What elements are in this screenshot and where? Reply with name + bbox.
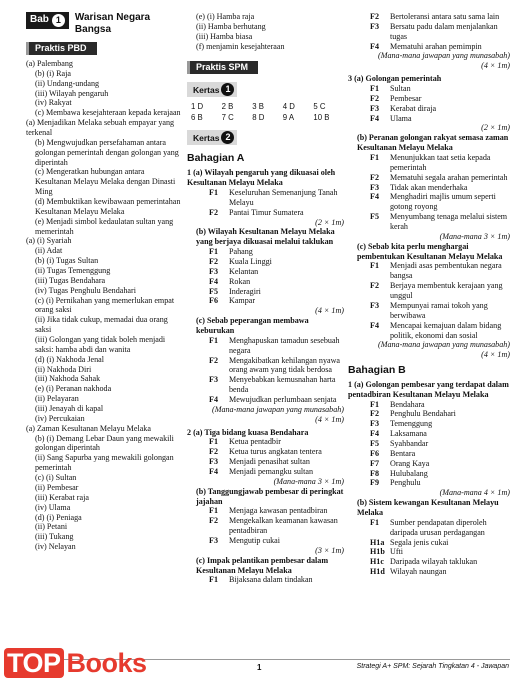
kertas-1-badge: Kertas 1	[187, 82, 237, 97]
answer-line: (ii) Petani	[35, 522, 68, 532]
point-row	[187, 536, 344, 546]
point-text: Menghadiri majlis umum seperti gotong royong	[390, 192, 496, 212]
point-text: Hulubalang	[390, 468, 428, 478]
marks: (Mana-mana 4 × 1m)	[439, 488, 510, 498]
answer-line: (a) (i) Syariah	[26, 236, 72, 246]
question-heading: (b) Wilayah Kesultanan Melayu Melaka yang berjaya dikuasai melalui taklukan	[196, 227, 335, 247]
answer-b-question-1	[348, 380, 510, 577]
point-row	[348, 12, 510, 22]
note: (Mana-mana jawapan yang munasabah)	[212, 404, 344, 414]
point-text: Mengekalkan keamanan kawasan pentadbiran	[229, 516, 338, 536]
point-row	[187, 467, 344, 477]
marks: (2 × 1m)	[481, 123, 510, 133]
answer-question-3	[348, 74, 510, 360]
answer-line: (iv) Rakyat	[35, 98, 72, 108]
answer-line: (e) (i) Hamba raja	[196, 12, 255, 21]
mcq-answer: 3 B	[252, 102, 264, 112]
point-text: Kuala Linggi	[229, 256, 272, 266]
answer-line: (b) (i) Raja	[35, 68, 71, 78]
answer-line: (ii) Pelayaran	[35, 394, 79, 404]
point-row	[348, 301, 510, 321]
answer-line: (iii) Nakhoda Sahak	[35, 374, 101, 384]
point-row	[348, 192, 510, 212]
point-row	[187, 395, 344, 405]
point-code: H1a	[370, 537, 385, 547]
point-code: F3	[370, 300, 379, 310]
point-text: Mempunyai ramai tokoh yang berwibawa	[390, 300, 488, 320]
point-code: F2	[370, 172, 379, 182]
point-text: Sumber pendapatan diperoleh daripada urusan perdagangan	[390, 517, 487, 537]
answer-line: (b) (i) Demang Lebar Daun yang mewakili golongan diperintah	[35, 433, 174, 453]
point-code: F3	[370, 21, 379, 31]
point-text: Menunjukkan taat setia kepada pemerintah	[390, 153, 491, 172]
question-heading: (c) Impak pelantikan pembesar dalam Kesultanan Melayu Melaka	[196, 555, 329, 575]
answer-line: (iv) Ulama	[35, 502, 71, 512]
pbd-continued	[187, 12, 344, 51]
point-row	[348, 84, 510, 94]
point-code: F2	[209, 516, 218, 526]
point-code: F8	[370, 468, 379, 478]
point-code: F4	[209, 466, 218, 476]
point-row	[348, 538, 510, 548]
marks: (3 × 1m)	[315, 545, 344, 555]
mcq-answer-grid	[187, 102, 344, 122]
point-text: Kampar	[229, 296, 256, 306]
point-row	[187, 356, 344, 376]
question-heading: (b) Tanggungjawab pembesar di peringkat jajahan	[196, 486, 344, 506]
point-text: Kelantan	[229, 266, 259, 276]
chapter-badge	[26, 12, 69, 29]
point-code: F6	[370, 448, 379, 458]
marks: (4 × 1m)	[481, 61, 510, 71]
point-text: Bendahara	[390, 399, 425, 409]
point-row	[348, 409, 510, 419]
marks: (4 × 1m)	[481, 350, 510, 360]
point-row	[348, 173, 510, 183]
point-text: Segala jenis cukai	[390, 537, 449, 547]
point-row	[348, 459, 510, 469]
point-code: F2	[370, 12, 379, 21]
answer-line: (c) Mengeratkan hubungan antara Kesultanan Melayu Melaka dengan Dinasti Ming	[35, 167, 176, 197]
point-row	[187, 257, 344, 267]
point-code: F4	[370, 320, 379, 330]
answer-line: (iii) Jenayah di kapal	[35, 404, 104, 414]
point-row	[187, 457, 344, 467]
point-text: Menjadi asas pembentukan negara bangsa	[390, 261, 502, 281]
point-code: F3	[209, 536, 218, 545]
chapter-header	[26, 12, 182, 36]
mcq-answer: 5 C	[313, 102, 326, 112]
marks: (Mana-mana 3 × 1m)	[439, 231, 510, 241]
point-code: F4	[209, 276, 218, 286]
chapter-number: 1	[52, 14, 65, 27]
mcq-answer: 10 B	[313, 112, 330, 122]
answer-line: (iii) Hamba biasa	[196, 31, 253, 41]
point-code: F1	[370, 399, 379, 409]
answer-line: (ii) Nakhoda Diri	[35, 364, 92, 374]
answer-line: (f) menjamin kesejahteraan	[196, 41, 285, 51]
point-row	[348, 469, 510, 479]
point-code: F1	[370, 517, 379, 527]
answer-line: (iv) Tugas Penghulu Bendahari	[35, 285, 136, 295]
point-text: Pahang	[229, 247, 253, 257]
point-text: Penghulu	[390, 478, 421, 488]
answer-line: (iii) Wilayah pengaruh	[35, 88, 109, 98]
point-row	[348, 281, 510, 301]
point-text: Menjadi penasihat sultan	[229, 457, 310, 467]
point-row	[187, 516, 344, 536]
point-row	[348, 104, 510, 114]
question-heading: (b) Sistem kewangan Kesultanan Melayu Melaka	[357, 498, 499, 518]
note: (Mana-mana jawapan yang munasabah)	[378, 340, 510, 350]
mcq-answer: 9 A	[282, 112, 295, 122]
point-row	[187, 447, 344, 457]
question-heading: (b) Peranan golongan rakyat semasa zaman Kesultanan Melayu Melaka	[357, 133, 509, 153]
answer-line: (a) Menjadikan Melaka sebuah empayar yang terkenal	[26, 118, 175, 137]
page-number: 1	[257, 663, 262, 672]
point-code: F1	[370, 261, 379, 271]
point-text: Bentara	[390, 448, 416, 458]
point-row	[348, 547, 510, 557]
topbooks-watermark-logo: TOP Books	[4, 647, 147, 680]
point-row	[187, 277, 344, 287]
point-code: F2	[370, 281, 379, 291]
point-text: Mematuhi arahan pemimpin	[390, 41, 482, 51]
point-text: Mematuhi segala arahan pemerintah	[390, 172, 508, 182]
point-row	[348, 261, 510, 281]
question-heading: 2 (a) Tiga bidang kuasa Bendahara	[187, 427, 309, 437]
answer-line: (ii) Pembesar	[35, 482, 79, 492]
answer-line: (iii) Tukang	[35, 532, 74, 542]
point-code: F9	[370, 478, 379, 488]
point-text: Mencapai kemajuan dalam bidang politik, ekonomi dan sosial	[390, 320, 502, 340]
bahagian-b-heading: Bahagian B	[348, 364, 406, 377]
point-row	[187, 247, 344, 257]
point-text: Bertoleransi antara satu sama lain	[390, 12, 500, 21]
point-code: F2	[209, 256, 218, 266]
answer-line: (iii) Tugas Bendahara	[35, 275, 106, 285]
answer-line: (ii) Hamba berhutang	[196, 21, 266, 31]
question-heading: 3 (a) Golongan pemerintah	[348, 74, 442, 84]
point-code: F2	[209, 207, 218, 217]
point-code: F1	[209, 335, 218, 345]
point-text: Ketua pentadbir	[229, 437, 281, 447]
point-text: Mewujudkan perlumbaan senjata	[229, 394, 337, 404]
point-text: Syahbandar	[390, 439, 429, 449]
point-row	[348, 153, 510, 173]
point-text: Mengakibatkan kehilangan nyawa orang awam yang tidak berdosa	[229, 355, 341, 375]
question-heading: (c) Sebab kita perlu menghargai pembentukan Kesultanan Melayu Melaka	[357, 241, 503, 261]
point-text: Inderagiri	[229, 286, 261, 296]
answer-line: (e) (i) Peranan nakhoda	[35, 384, 112, 394]
point-code: F3	[209, 457, 218, 467]
point-text: Orang Kaya	[390, 458, 430, 468]
answer-line: (b) (i) Tugas Sultan	[35, 256, 99, 266]
point-row	[187, 437, 344, 447]
point-text: Menjaga kawasan pentadbiran	[229, 506, 328, 516]
point-text: Daripada wilayah taklukan	[390, 557, 478, 567]
point-row	[187, 188, 344, 208]
point-row	[348, 557, 510, 567]
praktis-pbd-heading: Praktis PBD	[26, 42, 97, 55]
answer-line: (a) Zaman Kesultanan Melayu Melaka	[26, 423, 151, 433]
point-row	[348, 419, 510, 429]
kertas-2-badge: Kertas 2	[187, 130, 237, 145]
point-row	[187, 375, 344, 395]
point-code: F3	[370, 419, 379, 429]
point-row	[348, 400, 510, 410]
point-code: F1	[370, 84, 379, 94]
answer-line: (c) (i) Pernikahan yang memerlukan empat orang saksi	[35, 295, 175, 315]
point-text: Laksamana	[390, 429, 427, 439]
column-1	[26, 12, 182, 552]
mcq-answer: 6 B	[191, 112, 203, 122]
answer-line: (iv) Percukaian	[35, 413, 85, 423]
question-heading: 1 (a) Wilayah pengaruh yang dikuasai oleh Kesultanan Melayu Melaka	[187, 168, 336, 188]
point-text: Sultan	[390, 84, 411, 94]
point-code: F1	[370, 153, 379, 163]
mcq-answer: 8 D	[252, 112, 265, 122]
point-row	[187, 287, 344, 297]
point-code: F4	[370, 192, 379, 202]
praktis-spm-heading: Praktis SPM	[187, 61, 258, 74]
point-row	[187, 208, 344, 218]
point-row	[348, 567, 510, 577]
point-row	[348, 212, 510, 232]
point-row	[187, 267, 344, 277]
point-code: F4	[370, 113, 379, 123]
point-text: Temenggung	[390, 419, 433, 429]
point-code: H1d	[370, 567, 385, 577]
point-text: Ufti	[390, 547, 404, 557]
point-text: Berjaya membentuk kerajaan yang unggul	[390, 281, 503, 301]
answer-line: (iii) Golongan yang tidak boleh menjadi saksi: hamba abdi dan wanita	[35, 335, 166, 354]
point-row	[348, 42, 510, 52]
point-code: H1c	[370, 557, 384, 567]
point-row	[348, 94, 510, 104]
point-code: F4	[370, 41, 379, 51]
point-row	[187, 506, 344, 516]
point-code: F5	[209, 286, 218, 296]
question-heading: 1 (a) Golongan pembesar yang terdapat dalam pentadbiran Kesultanan Melayu Melaka	[348, 379, 509, 399]
point-code: F2	[209, 447, 218, 457]
point-row	[187, 296, 344, 306]
point-code: F2	[209, 355, 218, 365]
point-row	[187, 575, 344, 585]
answer-line: (c) (i) Sultan	[35, 473, 77, 483]
point-code: F3	[370, 103, 379, 113]
point-code: F7	[370, 458, 379, 468]
answer-line: (a) Palembang	[26, 58, 73, 68]
answer-line: (ii) Sang Sapurba yang mewakili golongan pemerintah	[35, 453, 174, 473]
mcq-answer: 4 D	[282, 102, 295, 112]
answer-question-2	[187, 428, 344, 586]
point-code: F1	[209, 187, 218, 197]
marks: (4 × 1m)	[315, 414, 344, 424]
point-code: F3	[209, 266, 218, 276]
point-row	[348, 321, 510, 341]
point-row	[348, 183, 510, 193]
point-row	[348, 449, 510, 459]
point-text: Bijaksana dalam tindakan	[229, 575, 313, 585]
pbd-answer-list	[26, 59, 182, 552]
bahagian-a-heading: Bahagian A	[187, 152, 245, 165]
point-code: F4	[370, 429, 379, 439]
answer-line: (iv) Nelayan	[35, 542, 76, 552]
mcq-answer: 1 D	[191, 102, 204, 112]
point-row	[348, 22, 510, 42]
point-code: F3	[370, 182, 379, 192]
point-text: Menyumbang tenaga melalui sistem kerah	[390, 212, 508, 232]
point-row	[348, 429, 510, 439]
chapter-title: Warisan Negara Bangsa	[74, 12, 151, 35]
point-code: F6	[209, 296, 218, 306]
point-code: F4	[209, 394, 218, 404]
point-text: Menjadi pemangku sultan	[229, 466, 314, 476]
point-text: Rokan	[229, 276, 251, 286]
column-2	[187, 12, 344, 585]
point-code: F5	[370, 212, 379, 222]
point-code: H1b	[370, 547, 385, 557]
answer-question-1	[187, 168, 344, 424]
point-text: Ketua turus angkatan tentera	[229, 447, 322, 457]
marks: (4 × 1m)	[315, 306, 344, 316]
point-row	[348, 478, 510, 488]
point-text: Menyebabkan kemusnahan harta benda	[229, 375, 336, 395]
answer-line: (ii) Jika tidak cukup, memadai dua orang saksi	[35, 315, 168, 335]
point-code: F2	[370, 409, 379, 419]
point-row	[348, 439, 510, 449]
answer-line: (e) Menjadi simbol kedaulatan sultan yang memerintah	[35, 216, 174, 236]
answer-line: (ii) Tugas Temenggung	[35, 266, 111, 276]
point-code: F1	[209, 437, 218, 447]
point-text: Wilayah naungan	[390, 567, 447, 577]
answer-line: (ii) Adat	[35, 246, 63, 256]
point-code: F2	[370, 93, 379, 103]
point-row	[348, 114, 510, 124]
answer-line: (iii) Kerabat raja	[35, 492, 89, 502]
point-text: Pantai Timur Sumatera	[229, 207, 304, 217]
point-text: Penghulu Bendahari	[390, 409, 456, 419]
answer-line: (d) Membuktikan kewibawaan pemerintahan Kesultanan Melayu Melaka	[35, 197, 181, 216]
point-code: F5	[370, 439, 379, 449]
point-text: Kerabat diraja	[390, 103, 437, 113]
point-row	[187, 336, 344, 356]
point-code: F1	[209, 575, 218, 585]
mcq-answer: 7 C	[221, 112, 234, 122]
point-text: Bersatu padu dalam menjalankan tugas	[390, 21, 498, 41]
point-code: F3	[209, 375, 218, 385]
footer-text: Strategi A+ SPM: Sejarah Tingkatan 4 - Jawapan	[356, 663, 509, 670]
chapter-label: Bab	[30, 14, 49, 26]
point-text: Pembesar	[390, 93, 422, 103]
point-text: Tidak akan menderhaka	[390, 182, 468, 192]
question-2-continued	[348, 12, 510, 71]
point-text: Mengutip cukai	[229, 536, 281, 545]
answer-line: (d) (i) Nakhoda Jenal	[35, 354, 104, 364]
answer-line: (d) (i) Peniaga	[35, 512, 82, 522]
point-code: F1	[209, 506, 218, 516]
question-heading: (c) Sebab peperangan membawa keburukan	[196, 316, 309, 335]
point-text: Ulama	[390, 113, 412, 123]
column-3	[348, 12, 510, 577]
point-text: Menghapuskan tamadun sesebuah negara	[229, 335, 340, 355]
note: (Mana-mana jawapan yang munasabah)	[378, 51, 510, 61]
mcq-answer: 2 B	[221, 102, 234, 112]
point-row	[348, 518, 510, 538]
marks: (2 × 1m)	[315, 217, 344, 227]
answer-line: (c) Membawa kesejahteraan kepada kerajaan	[35, 108, 181, 118]
point-code: F1	[209, 247, 218, 257]
answer-line: (ii) Undang-undang	[35, 78, 100, 88]
point-text: Keseluruhan Semenanjung Tanah Melayu	[229, 187, 338, 207]
answer-line: (b) Mengwujudkan persefahaman antara golongan pemerintah dengan golongan yang diperintah	[35, 137, 179, 167]
marks: (Mana-mana 3 × 1m)	[273, 476, 344, 486]
